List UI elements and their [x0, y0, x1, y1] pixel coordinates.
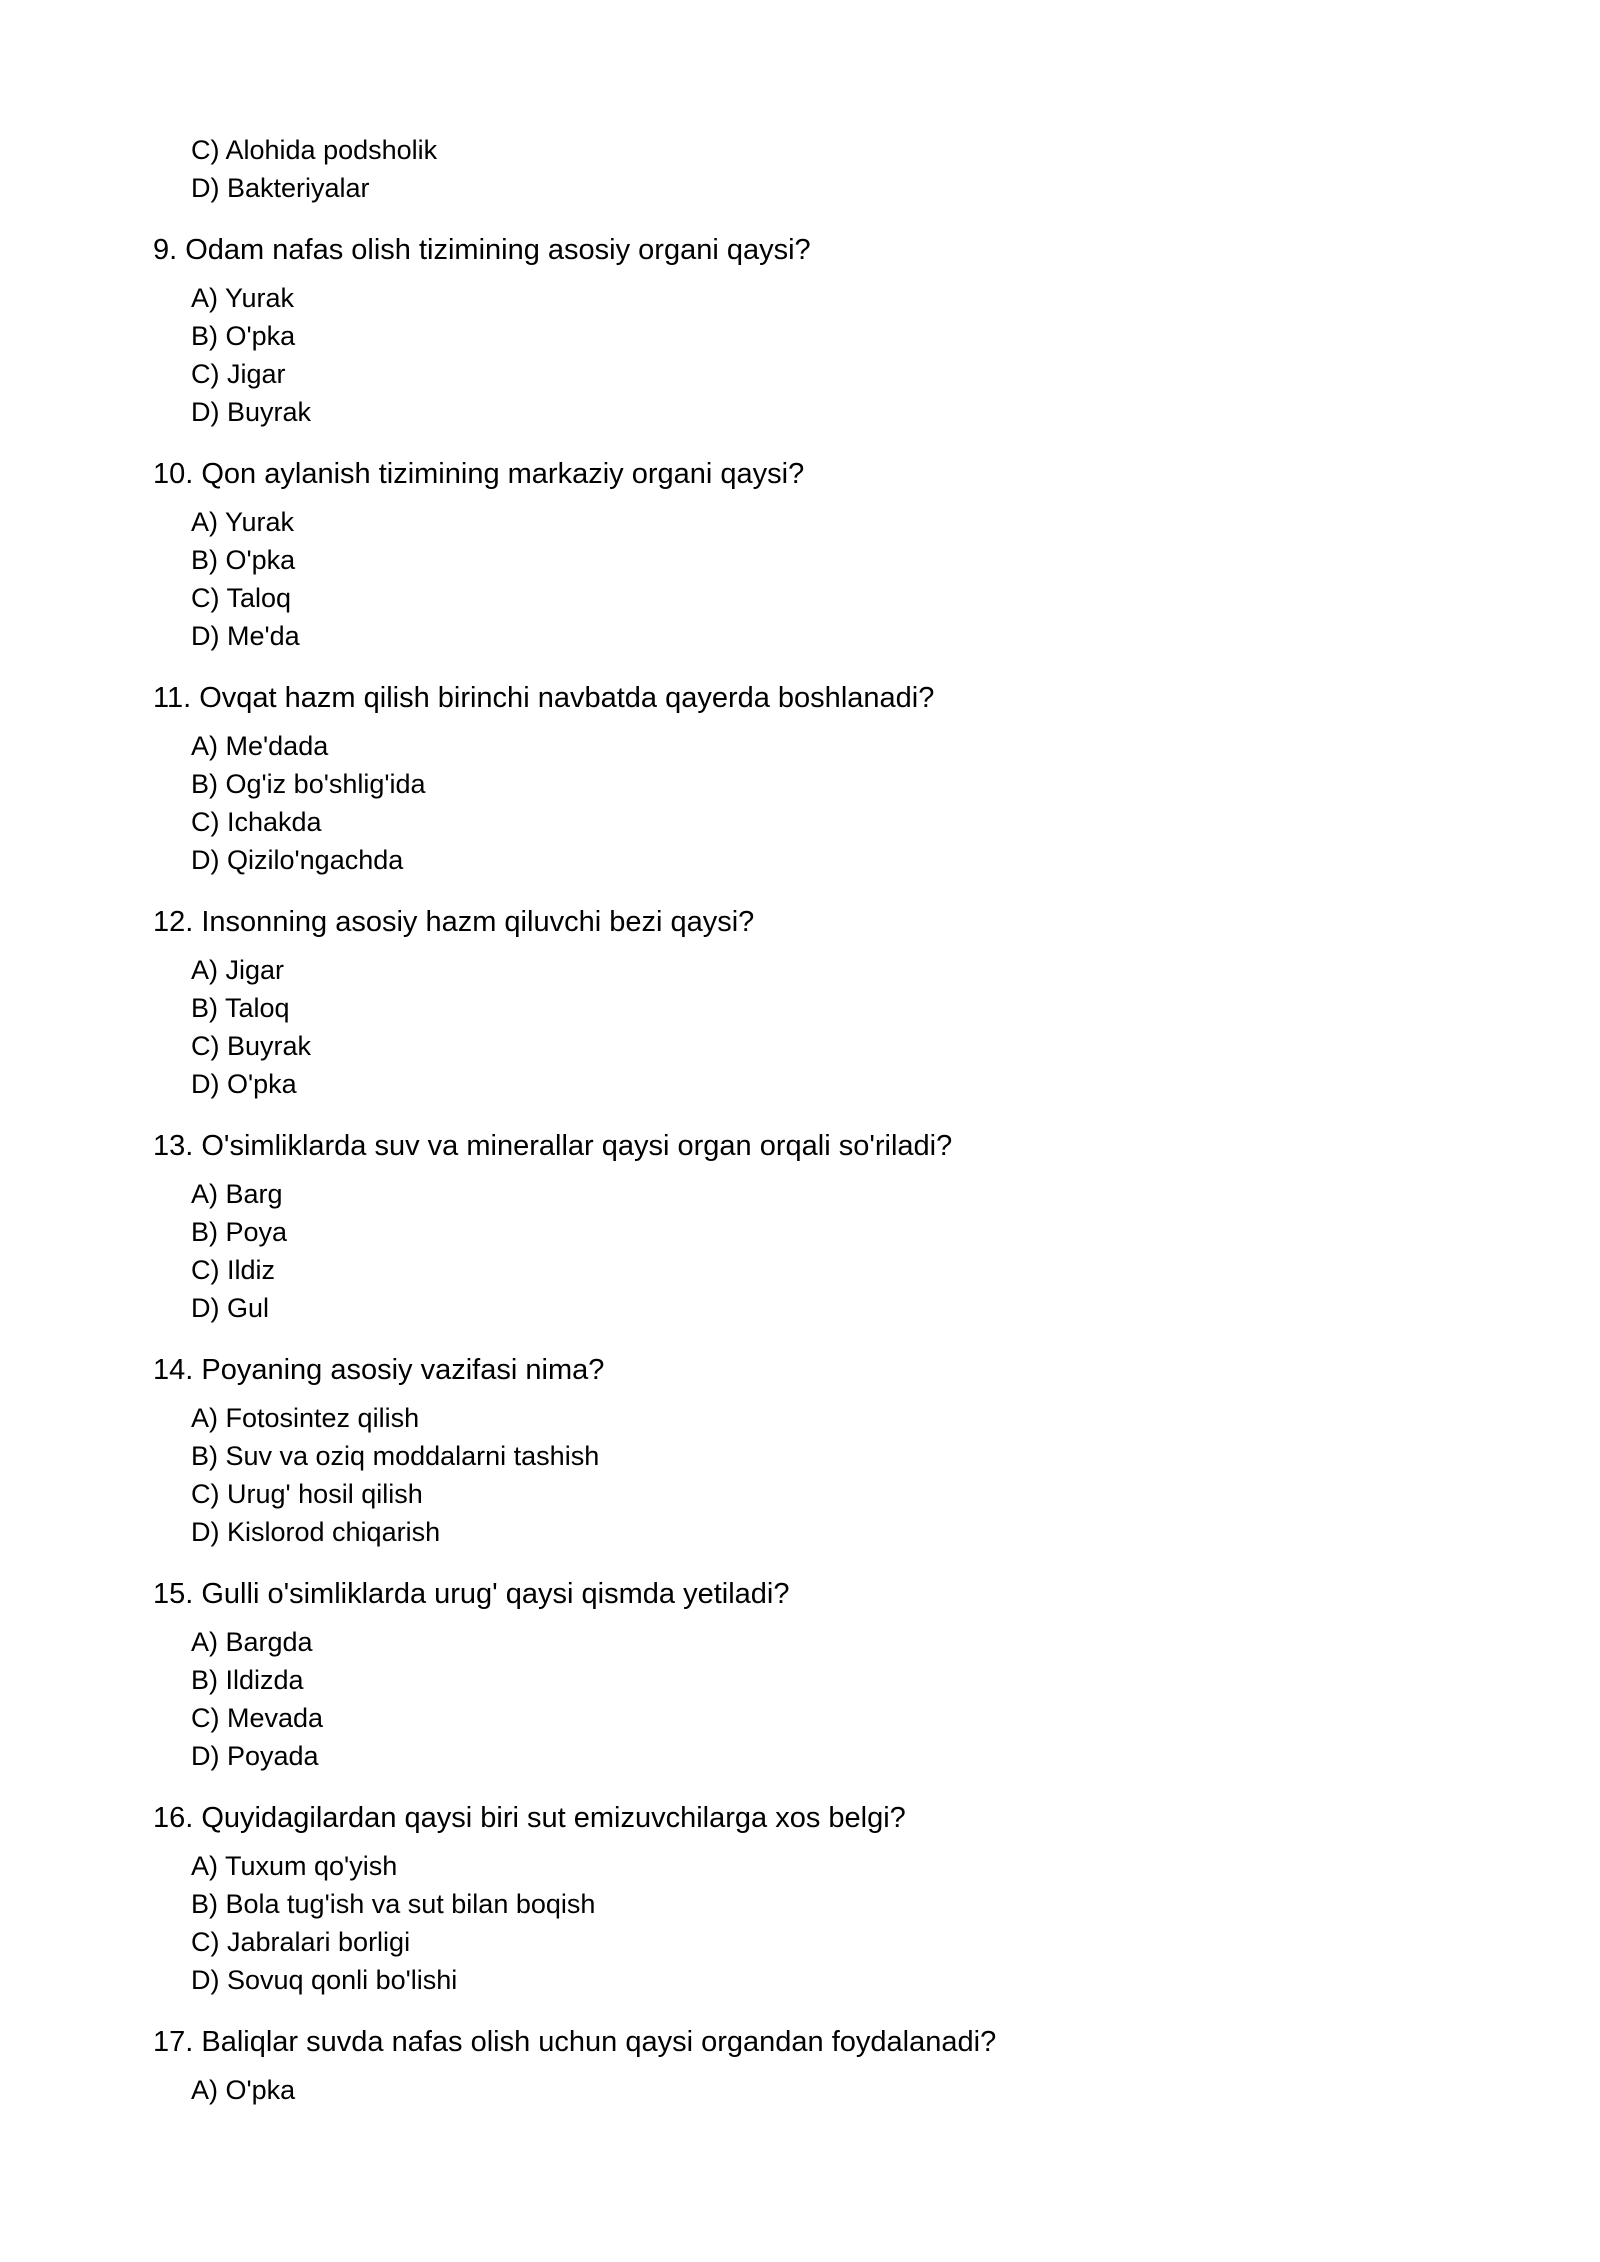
answer-options [153, 2071, 1453, 2109]
answer-option: A) Me'dada [191, 731, 329, 761]
question-block [153, 903, 1453, 1103]
question-block [153, 679, 1453, 879]
answer-options [153, 1847, 1453, 1999]
question-list [153, 231, 1453, 2109]
question-text: 11. Ovqat hazm qilish birinchi navbatda qayerda boshlanadi? [153, 682, 935, 714]
question-block [153, 231, 1453, 431]
answer-option: B) Poya [191, 1217, 288, 1247]
answer-option: C) Ichakda [191, 807, 322, 837]
spacer [153, 1999, 1453, 2023]
question-text: 13. O'simliklarda suv va minerallar qaysi organ orqali so'riladi? [153, 1130, 953, 1162]
spacer [153, 1775, 1453, 1799]
answer-option: D) Buyrak [191, 397, 312, 427]
spacer [153, 207, 1453, 231]
answer-options [153, 503, 1453, 655]
answer-option: D) Me'da [191, 621, 300, 651]
answer-option: B) Ildizda [191, 1665, 304, 1695]
answer-option: A) Yurak [191, 283, 295, 313]
answer-option: A) Bargda [191, 1627, 313, 1657]
question-text: 15. Gulli o'simliklarda urug' qaysi qismda yetiladi? [153, 1578, 790, 1610]
spacer [153, 1327, 1453, 1351]
spacer [153, 655, 1453, 679]
question-block [153, 1575, 1453, 1775]
answer-option: B) Suv va oziq moddalarni tashish [191, 1441, 600, 1471]
question-text: 10. Qon aylanish tizimining markaziy organi qaysi? [153, 458, 805, 490]
answer-options [153, 727, 1453, 879]
answer-option: D) Kislorod chiqarish [191, 1517, 441, 1547]
answer-option: C) Ildiz [191, 1255, 276, 1285]
question-text: 17. Baliqlar suvda nafas olish uchun qaysi organdan foydalanadi? [153, 2026, 997, 2058]
answer-option: B) O'pka [191, 545, 296, 575]
answer-option: A) Barg [191, 1179, 283, 1209]
answer-option: C) Alohida podsholik [191, 135, 438, 165]
question-block [153, 1351, 1453, 1551]
answer-options [153, 1399, 1453, 1551]
answer-option: B) Og'iz bo'shlig'ida [191, 769, 426, 799]
answer-option: C) Mevada [191, 1703, 324, 1733]
answer-options [153, 279, 1453, 431]
answer-option: A) Tuxum qo'yish [191, 1851, 398, 1881]
answer-option: C) Urug' hosil qilish [191, 1479, 423, 1509]
spacer [153, 431, 1453, 455]
answer-option: A) Yurak [191, 507, 295, 537]
answer-option: B) O'pka [191, 321, 296, 351]
answer-option: D) Gul [191, 1293, 270, 1323]
quiz-content [153, 131, 1453, 2109]
answer-option: C) Taloq [191, 583, 292, 613]
answer-option: D) Bakteriyalar [191, 173, 370, 203]
spacer [153, 1103, 1453, 1127]
answer-options [153, 1623, 1453, 1775]
question-text: 12. Insonning asosiy hazm qiluvchi bezi qaysi? [153, 906, 755, 938]
answer-option: B) Taloq [191, 993, 290, 1023]
spacer [153, 879, 1453, 903]
question-text: 9. Odam nafas olish tizimining asosiy organi qaysi? [153, 234, 811, 266]
answer-option: D) O'pka [191, 1069, 297, 1099]
continued-options [153, 131, 1453, 207]
question-block [153, 1127, 1453, 1327]
spacer [153, 1551, 1453, 1575]
answer-options [153, 1175, 1453, 1327]
answer-option: A) Fotosintez qilish [191, 1403, 420, 1433]
question-block [153, 1799, 1453, 1999]
question-block [153, 2023, 1453, 2109]
answer-option: B) Bola tug'ish va sut bilan boqish [191, 1889, 596, 1919]
answer-option: D) Qizilo'ngachda [191, 845, 404, 875]
answer-option: A) O'pka [191, 2075, 296, 2105]
answer-option: A) Jigar [191, 955, 285, 985]
answer-option: C) Jabralari borligi [191, 1927, 411, 1957]
question-text: 14. Poyaning asosiy vazifasi nima? [153, 1354, 605, 1386]
answer-option: C) Buyrak [191, 1031, 312, 1061]
answer-options [153, 951, 1453, 1103]
question-block [153, 455, 1453, 655]
answer-option: D) Poyada [191, 1741, 319, 1771]
answer-option: C) Jigar [191, 359, 286, 389]
answer-option: D) Sovuq qonli bo'lishi [191, 1965, 458, 1995]
question-text: 16. Quyidagilardan qaysi biri sut emizuvchilarga xos belgi? [153, 1802, 906, 1834]
